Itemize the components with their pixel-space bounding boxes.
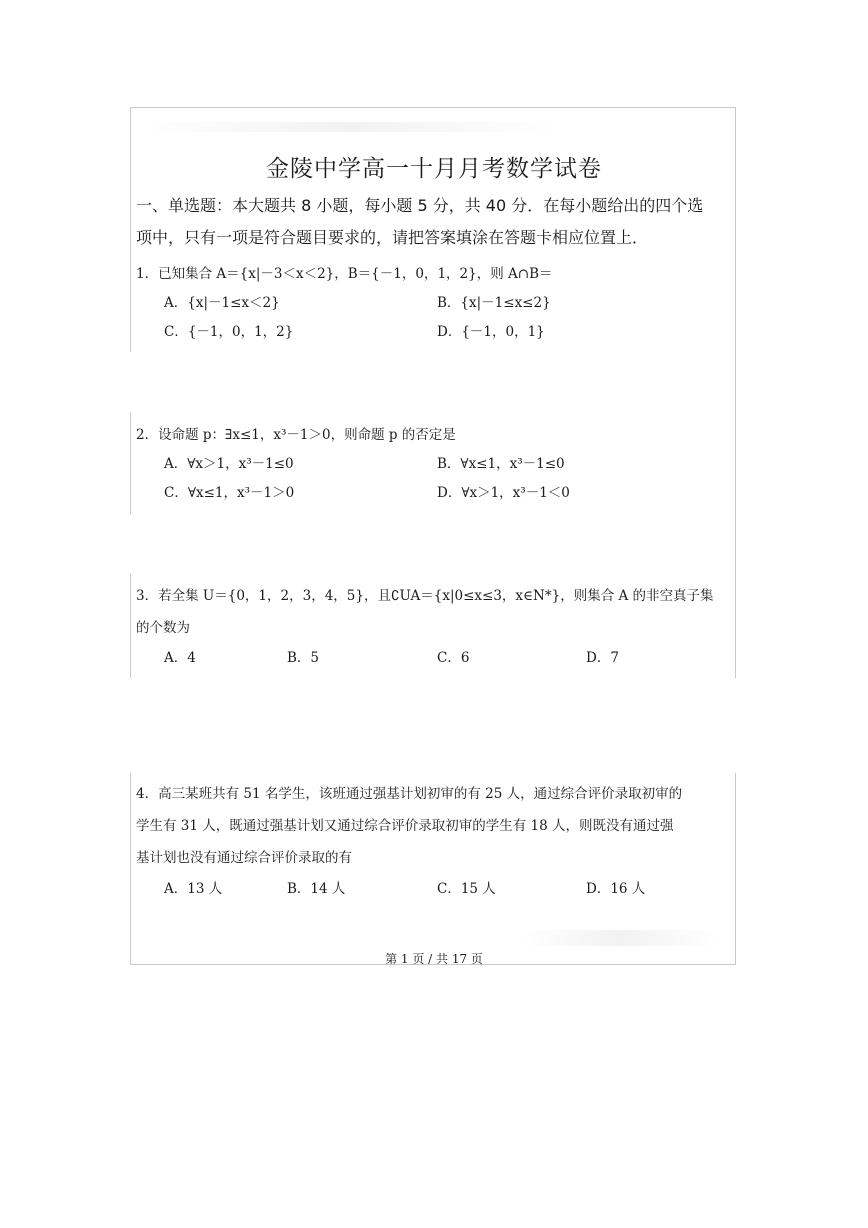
question-4-option-d: D．16 人 [586,881,646,897]
question-2-stem: 2．设命题 p：∃x≤1，x³－1＞0，则命题 p 的否定是 [136,427,456,443]
question-3-option-b: B．5 [287,650,320,666]
section-instructions-line-2: 项中，只有一项是符合题目要求的，请把答案填涂在答题卡相应位置上． [136,228,649,247]
question-4-option-b: B．14 人 [287,881,346,897]
section-instructions-line-1: 一、单选题：本大题共 8 小题，每小题 5 分，共 40 分．在每小题给出的四个选 [136,196,704,215]
question-4-option-a: A．13 人 [164,881,223,897]
question-4-option-c: C．15 人 [437,881,496,897]
page-title: 金陵中学高一十月月考数学试卷 [266,156,602,182]
scan-artifact [520,930,720,946]
question-1-option-a: A．{x|－1≤x＜2} [164,295,280,311]
question-2-option-c: C．∀x≤1，x³－1＞0 [164,485,295,501]
question-2-option-b: B．∀x≤1，x³－1≤0 [437,456,565,472]
frame-gap [130,352,132,412]
question-3-stem-line-1: 3．若全集 U＝{0，1，2，3，4，5}，且∁UA＝{x|0≤x≤3，x∈N*}，则集合 A 的非空真子集 [136,588,714,604]
frame-gap [734,678,736,773]
question-3-stem-line-2: 的个数为 [136,620,190,636]
question-1-stem: 1．已知集合 A＝{x|－3＜x＜2}，B＝{－1，0，1，2}，则 A∩B＝ [136,266,553,282]
frame-gap [130,678,132,773]
question-4-stem-line-3: 基计划也没有通过综合评价录取的有 [136,850,352,866]
question-3-option-c: C．6 [437,650,470,666]
page-number: 第 1 页 / 共 17 页 [385,952,483,966]
scan-artifact [140,122,560,132]
question-2-option-a: A．∀x＞1，x³－1≤0 [164,456,294,472]
question-3-option-d: D．7 [586,650,619,666]
question-4-stem-line-2: 学生有 31 人，既通过强基计划又通过综合评价录取初审的学生有 18 人，则既没有通过强 [136,818,674,834]
question-1-option-b: B．{x|－1≤x≤2} [437,295,551,311]
question-1-option-d: D．{－1，0，1} [437,324,545,340]
question-3-option-a: A．4 [164,650,196,666]
question-4-stem-line-1: 4．高三某班共有 51 名学生，该班通过强基计划初审的有 25 人，通过综合评价录取初审的 [136,786,683,802]
question-1-option-c: C．{－1，0，1，2} [164,324,294,340]
question-2-option-d: D．∀x＞1，x³－1＜0 [437,485,570,501]
frame-gap [130,514,132,574]
